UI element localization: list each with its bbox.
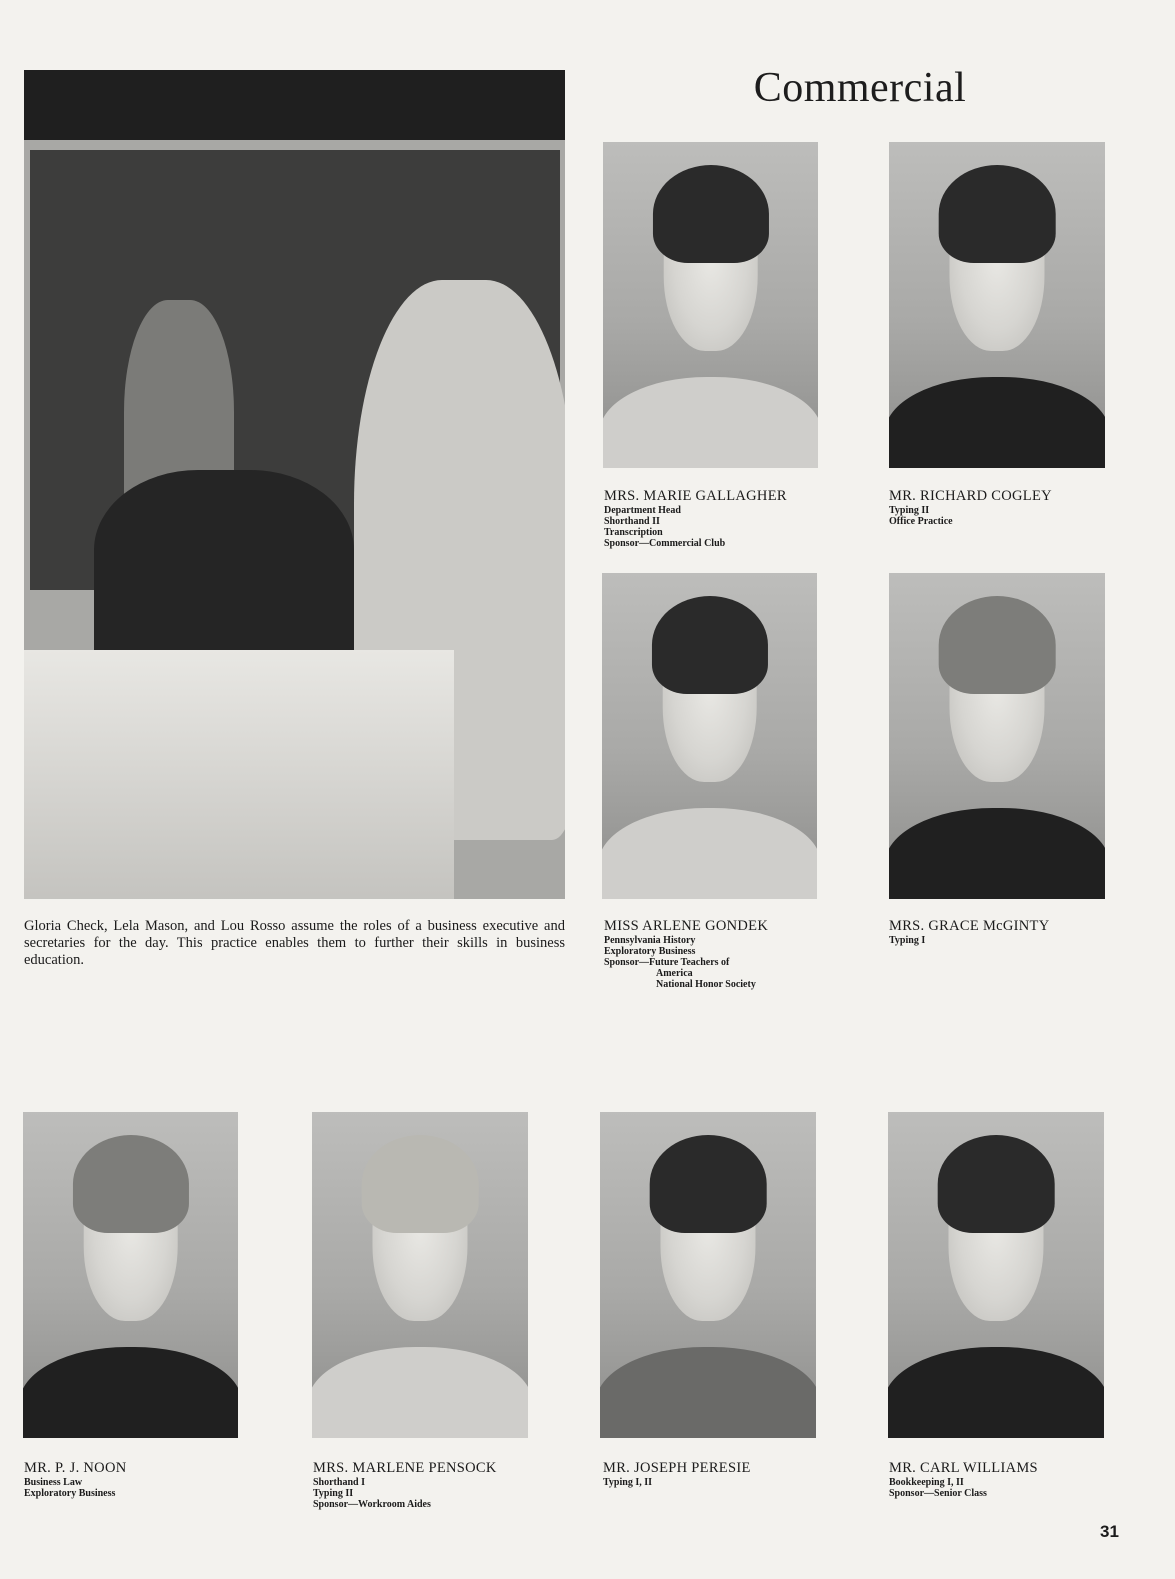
classroom-caption: Gloria Check, Lela Mason, and Lou Rosso assume the roles of a business executive and secretaries for the day. This practice enables them to further their skills in business education. bbox=[24, 918, 565, 968]
faculty-duty: National Honor Society bbox=[656, 979, 756, 990]
faculty-name: MR. P. J. NOON bbox=[24, 1460, 127, 1476]
faculty-entry bbox=[889, 1460, 1038, 1499]
faculty-duty: Exploratory Business bbox=[24, 1488, 116, 1499]
faculty-name: MR. CARL WILLIAMS bbox=[889, 1460, 1038, 1476]
portrait-gondek bbox=[602, 573, 817, 899]
faculty-duty: Typing II bbox=[889, 505, 930, 516]
faculty-name: MR. JOSEPH PERESIE bbox=[603, 1460, 751, 1476]
faculty-name: MISS ARLENE GONDEK bbox=[604, 918, 769, 934]
faculty-name: MR. RICHARD COGLEY bbox=[889, 488, 1052, 504]
faculty-name: MRS. MARLENE PENSOCK bbox=[313, 1460, 497, 1476]
portrait-noon bbox=[23, 1112, 238, 1438]
faculty-duty: Typing I, II bbox=[603, 1477, 653, 1488]
faculty-duty: Typing II bbox=[313, 1488, 354, 1499]
faculty-duty: Sponsor—Senior Class bbox=[889, 1488, 987, 1499]
faculty-duty: Exploratory Business bbox=[604, 946, 696, 957]
faculty-name: MRS. MARIE GALLAGHER bbox=[604, 488, 787, 504]
classroom-photo bbox=[24, 70, 565, 899]
faculty-entry bbox=[604, 918, 768, 990]
page-number: 31 bbox=[1100, 1522, 1119, 1541]
holiday-banner bbox=[24, 70, 565, 140]
faculty-entry bbox=[603, 1460, 751, 1488]
faculty-duty: America bbox=[656, 968, 693, 979]
faculty-duty: Pennsylvania History bbox=[604, 935, 696, 946]
portrait-mcginty bbox=[889, 573, 1105, 899]
portrait-peresie bbox=[600, 1112, 816, 1438]
faculty-duty: Typing I bbox=[889, 935, 926, 946]
faculty-entry bbox=[313, 1460, 497, 1510]
portrait-cogley bbox=[889, 142, 1105, 468]
portrait-gallagher bbox=[603, 142, 818, 468]
student-figure-desk bbox=[94, 470, 354, 670]
faculty-name: MRS. GRACE McGINTY bbox=[889, 918, 1050, 934]
faculty-duty: Bookkeeping I, II bbox=[889, 1477, 964, 1488]
portrait-pensock bbox=[312, 1112, 528, 1438]
faculty-entry bbox=[889, 918, 1049, 946]
faculty-duty: Sponsor—Commercial Club bbox=[604, 538, 726, 549]
faculty-duty: Sponsor—Workroom Aides bbox=[313, 1499, 431, 1510]
faculty-duty: Shorthand II bbox=[604, 516, 660, 527]
faculty-duty: Department Head bbox=[604, 505, 681, 516]
page-title: Commercial bbox=[753, 65, 967, 111]
faculty-duty: Sponsor—Future Teachers of bbox=[604, 957, 730, 968]
faculty-entry bbox=[24, 1460, 127, 1499]
faculty-entry bbox=[604, 488, 787, 549]
faculty-duty: Office Practice bbox=[889, 516, 953, 527]
faculty-duty: Shorthand I bbox=[313, 1477, 365, 1488]
office-desk bbox=[24, 650, 454, 899]
faculty-duty: Business Law bbox=[24, 1477, 83, 1488]
portrait-williams bbox=[888, 1112, 1104, 1438]
faculty-entry bbox=[889, 488, 1052, 527]
faculty-duty: Transcription bbox=[604, 527, 663, 538]
